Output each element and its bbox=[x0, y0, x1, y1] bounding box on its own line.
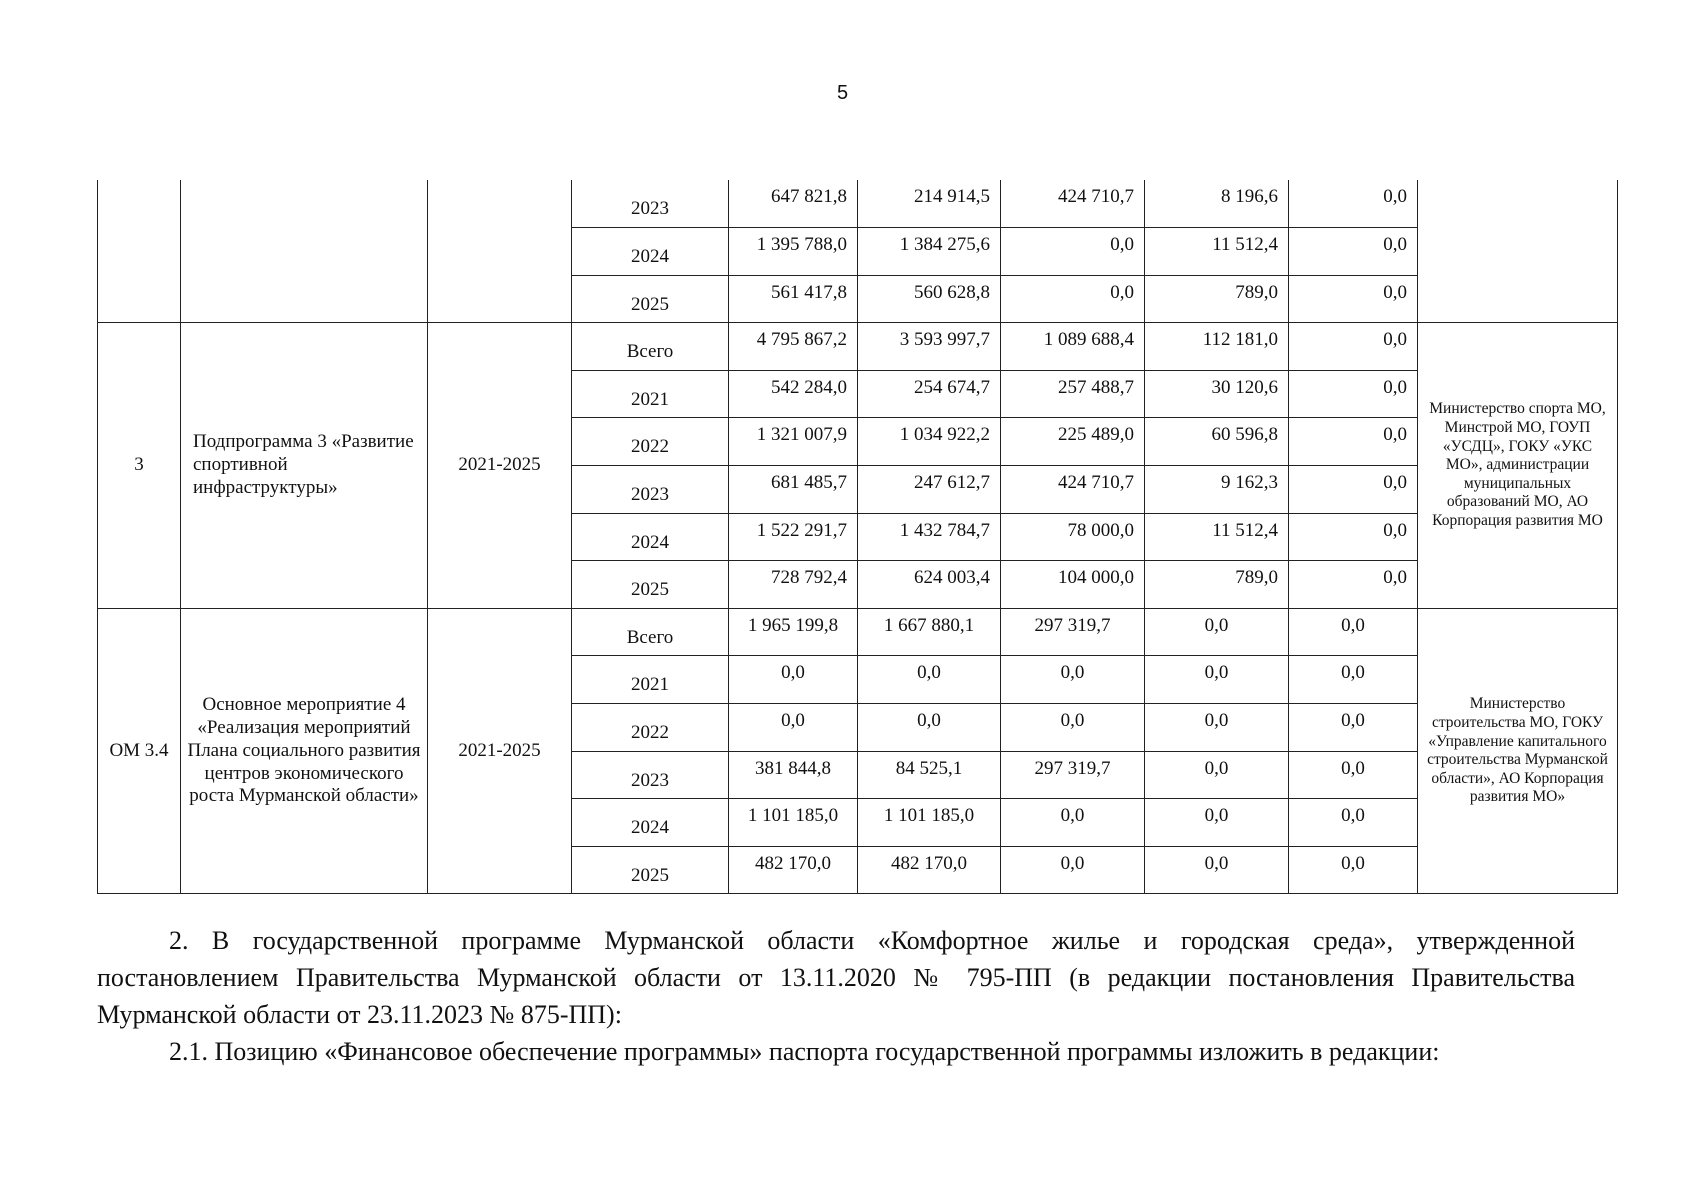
value-cell: 0,0 bbox=[1289, 608, 1418, 656]
number-cell bbox=[98, 180, 181, 323]
value-cell: 1 395 788,0 bbox=[729, 228, 858, 276]
year-cell: 2024 bbox=[572, 799, 729, 847]
value-cell: 0,0 bbox=[1289, 513, 1418, 561]
value-cell: 728 792,4 bbox=[729, 561, 858, 609]
value-cell: 4 795 867,2 bbox=[729, 323, 858, 371]
value-cell: 0,0 bbox=[1289, 656, 1418, 704]
value-cell: 1 089 688,4 bbox=[1001, 323, 1145, 371]
value-cell: 647 821,8 bbox=[729, 180, 858, 228]
value-cell: 0,0 bbox=[1289, 846, 1418, 894]
value-cell: 1 667 880,1 bbox=[858, 608, 1001, 656]
value-cell: 0,0 bbox=[1001, 228, 1145, 276]
year-cell: 2025 bbox=[572, 846, 729, 894]
name-cell: Основное мероприятие 4 «Реализация мероприятий Плана социального развития центров экономического роста Мурманской области» bbox=[181, 608, 428, 894]
value-cell: 0,0 bbox=[1001, 275, 1145, 323]
value-cell: 0,0 bbox=[1145, 799, 1289, 847]
value-cell: 789,0 bbox=[1145, 561, 1289, 609]
year-cell: 2021 bbox=[572, 370, 729, 418]
value-cell: 0,0 bbox=[858, 704, 1001, 752]
value-cell: 84 525,1 bbox=[858, 751, 1001, 799]
executor-cell: Министерство спорта МО, Минстрой МО, ГОУП «УСДЦ», ГОКУ «УКС МО», администрации муниципальных образований МО, АО Корпорация развития МО bbox=[1418, 323, 1618, 609]
value-cell: 0,0 bbox=[729, 704, 858, 752]
value-cell: 0,0 bbox=[1001, 656, 1145, 704]
value-cell: 0,0 bbox=[1289, 180, 1418, 228]
period-cell bbox=[428, 180, 572, 323]
year-cell: Всего bbox=[572, 323, 729, 371]
year-cell: 2022 bbox=[572, 704, 729, 752]
value-cell: 297 319,7 bbox=[1001, 751, 1145, 799]
name-cell bbox=[181, 180, 428, 323]
executor-cell: Министерство строительства МО, ГОКУ «Управление капитального строительства Мурманской области», АО Корпорация развития МО» bbox=[1418, 608, 1618, 894]
value-cell: 1 432 784,7 bbox=[858, 513, 1001, 561]
value-cell: 0,0 bbox=[1145, 751, 1289, 799]
value-cell: 104 000,0 bbox=[1001, 561, 1145, 609]
value-cell: 0,0 bbox=[1289, 466, 1418, 514]
value-cell: 681 485,7 bbox=[729, 466, 858, 514]
financing-table-body bbox=[98, 180, 1618, 894]
paragraph-2-1: 2.1. Позицию «Финансовое обеспечение программы» паспорта государственной программы изложить в редакции: bbox=[169, 1037, 1440, 1066]
number-cell: 3 bbox=[98, 323, 181, 609]
value-cell: 424 710,7 bbox=[1001, 180, 1145, 228]
value-cell: 482 170,0 bbox=[729, 846, 858, 894]
value-cell: 78 000,0 bbox=[1001, 513, 1145, 561]
value-cell: 1 101 185,0 bbox=[729, 799, 858, 847]
body-text bbox=[97, 922, 1575, 1070]
value-cell: 0,0 bbox=[1001, 799, 1145, 847]
year-cell: 2023 bbox=[572, 180, 729, 228]
value-cell: 0,0 bbox=[1001, 846, 1145, 894]
year-cell: 2023 bbox=[572, 466, 729, 514]
value-cell: 0,0 bbox=[1145, 608, 1289, 656]
value-cell: 560 628,8 bbox=[858, 275, 1001, 323]
value-cell: 11 512,4 bbox=[1145, 228, 1289, 276]
value-cell: 0,0 bbox=[1289, 275, 1418, 323]
executor-cell bbox=[1418, 180, 1618, 323]
value-cell: 424 710,7 bbox=[1001, 466, 1145, 514]
value-cell: 30 120,6 bbox=[1145, 370, 1289, 418]
paragraph-2: 2. В государственной программе Мурманской области «Комфортное жилье и городская среда», утвержденной постановлением Правительства Мурманской области от 13.11.2020 № 795-ПП (в редакции постановления Правительства Мурманской области от 23.11.2023 № 875-ПП): bbox=[97, 926, 1575, 1029]
value-cell: 0,0 bbox=[1145, 704, 1289, 752]
value-cell: 0,0 bbox=[1289, 561, 1418, 609]
value-cell: 542 284,0 bbox=[729, 370, 858, 418]
value-cell: 0,0 bbox=[1145, 656, 1289, 704]
value-cell: 0,0 bbox=[1289, 751, 1418, 799]
period-cell: 2021-2025 bbox=[428, 608, 572, 894]
value-cell: 1 965 199,8 bbox=[729, 608, 858, 656]
value-cell: 257 488,7 bbox=[1001, 370, 1145, 418]
value-cell: 0,0 bbox=[1289, 228, 1418, 276]
value-cell: 247 612,7 bbox=[858, 466, 1001, 514]
value-cell: 0,0 bbox=[1001, 704, 1145, 752]
value-cell: 1 321 007,9 bbox=[729, 418, 858, 466]
table-row bbox=[98, 180, 1618, 228]
value-cell: 0,0 bbox=[1145, 846, 1289, 894]
value-cell: 8 196,6 bbox=[1145, 180, 1289, 228]
value-cell: 624 003,4 bbox=[858, 561, 1001, 609]
value-cell: 112 181,0 bbox=[1145, 323, 1289, 371]
year-cell: 2024 bbox=[572, 513, 729, 561]
number-cell: ОМ 3.4 bbox=[98, 608, 181, 894]
value-cell: 381 844,8 bbox=[729, 751, 858, 799]
year-cell: 2022 bbox=[572, 418, 729, 466]
value-cell: 789,0 bbox=[1145, 275, 1289, 323]
value-cell: 0,0 bbox=[858, 656, 1001, 704]
period-cell: 2021-2025 bbox=[428, 323, 572, 609]
value-cell: 1 034 922,2 bbox=[858, 418, 1001, 466]
financing-table bbox=[97, 180, 1618, 894]
year-cell: 2024 bbox=[572, 228, 729, 276]
value-cell: 254 674,7 bbox=[858, 370, 1001, 418]
name-cell: Подпрограмма 3 «Развитие спортивной инфраструктуры» bbox=[181, 323, 428, 609]
year-cell: 2025 bbox=[572, 275, 729, 323]
year-cell: Всего bbox=[572, 608, 729, 656]
value-cell: 9 162,3 bbox=[1145, 466, 1289, 514]
value-cell: 0,0 bbox=[729, 656, 858, 704]
value-cell: 11 512,4 bbox=[1145, 513, 1289, 561]
value-cell: 1 101 185,0 bbox=[858, 799, 1001, 847]
value-cell: 225 489,0 bbox=[1001, 418, 1145, 466]
value-cell: 561 417,8 bbox=[729, 275, 858, 323]
value-cell: 0,0 bbox=[1289, 323, 1418, 371]
value-cell: 0,0 bbox=[1289, 370, 1418, 418]
year-cell: 2023 bbox=[572, 751, 729, 799]
table-row bbox=[98, 608, 1618, 656]
value-cell: 297 319,7 bbox=[1001, 608, 1145, 656]
value-cell: 1 384 275,6 bbox=[858, 228, 1001, 276]
table-row bbox=[98, 323, 1618, 371]
value-cell: 3 593 997,7 bbox=[858, 323, 1001, 371]
value-cell: 482 170,0 bbox=[858, 846, 1001, 894]
value-cell: 60 596,8 bbox=[1145, 418, 1289, 466]
value-cell: 1 522 291,7 bbox=[729, 513, 858, 561]
value-cell: 0,0 bbox=[1289, 704, 1418, 752]
year-cell: 2021 bbox=[572, 656, 729, 704]
value-cell: 0,0 bbox=[1289, 418, 1418, 466]
page-number: 5 bbox=[836, 82, 849, 104]
value-cell: 0,0 bbox=[1289, 799, 1418, 847]
value-cell: 214 914,5 bbox=[858, 180, 1001, 228]
year-cell: 2025 bbox=[572, 561, 729, 609]
